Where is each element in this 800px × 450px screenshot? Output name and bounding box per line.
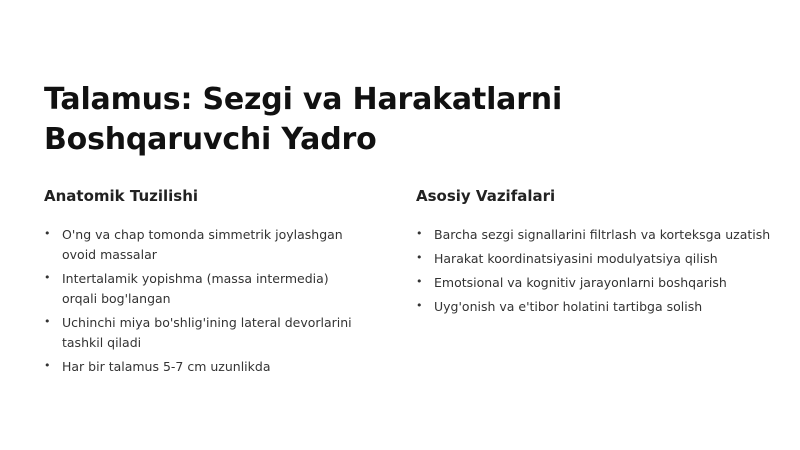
list-item — [416, 297, 774, 317]
functions-list — [416, 225, 771, 317]
bullet-icon: • — [44, 227, 51, 240]
list-item — [416, 225, 774, 245]
bullet-icon: • — [416, 299, 423, 312]
list-item-text: Intertalamik yopishma (massa intermedia) orqali bog'langan — [62, 271, 329, 306]
list-item-text: Har bir talamus 5-7 cm uzunlikda — [62, 359, 271, 374]
list-item-text: Emotsional va kognitiv jarayonlarni boshqarish — [434, 275, 727, 290]
list-item-text: Uyg'onish va e'tibor holatini tartibga solish — [434, 299, 703, 314]
bullet-icon: • — [416, 275, 423, 288]
bullet-icon: • — [44, 315, 51, 328]
list-item-text: Barcha sezgi signallarini filtrlash va korteksga uzatish — [434, 227, 771, 242]
list-item — [44, 225, 362, 265]
list-item-text: O'ng va chap tomonda simmetrik joylashgan ovoid massalar — [62, 227, 343, 262]
slide-title: Talamus: Sezgi va Harakatlarni Boshqaruvchi Yadro — [44, 82, 563, 157]
anatomy-column — [44, 186, 364, 381]
functions-column — [416, 186, 771, 321]
list-item — [416, 249, 774, 269]
list-item — [44, 269, 362, 309]
anatomy-heading: Anatomik Tuzilishi — [44, 187, 199, 205]
list-item — [44, 357, 362, 377]
list-item-text: Harakat koordinatsiyasini modulyatsiya qilish — [434, 251, 718, 266]
list-item — [416, 273, 774, 293]
functions-heading: Asosiy Vazifalari — [416, 187, 556, 205]
bullet-icon: • — [416, 251, 423, 264]
bullet-icon: • — [44, 271, 51, 284]
bullet-icon: • — [416, 227, 423, 240]
list-item — [44, 313, 362, 353]
bullet-icon: • — [44, 359, 51, 372]
anatomy-list — [44, 225, 364, 377]
list-item-text: Uchinchi miya bo'shlig'ining lateral devorlarini tashkil qiladi — [62, 315, 352, 350]
